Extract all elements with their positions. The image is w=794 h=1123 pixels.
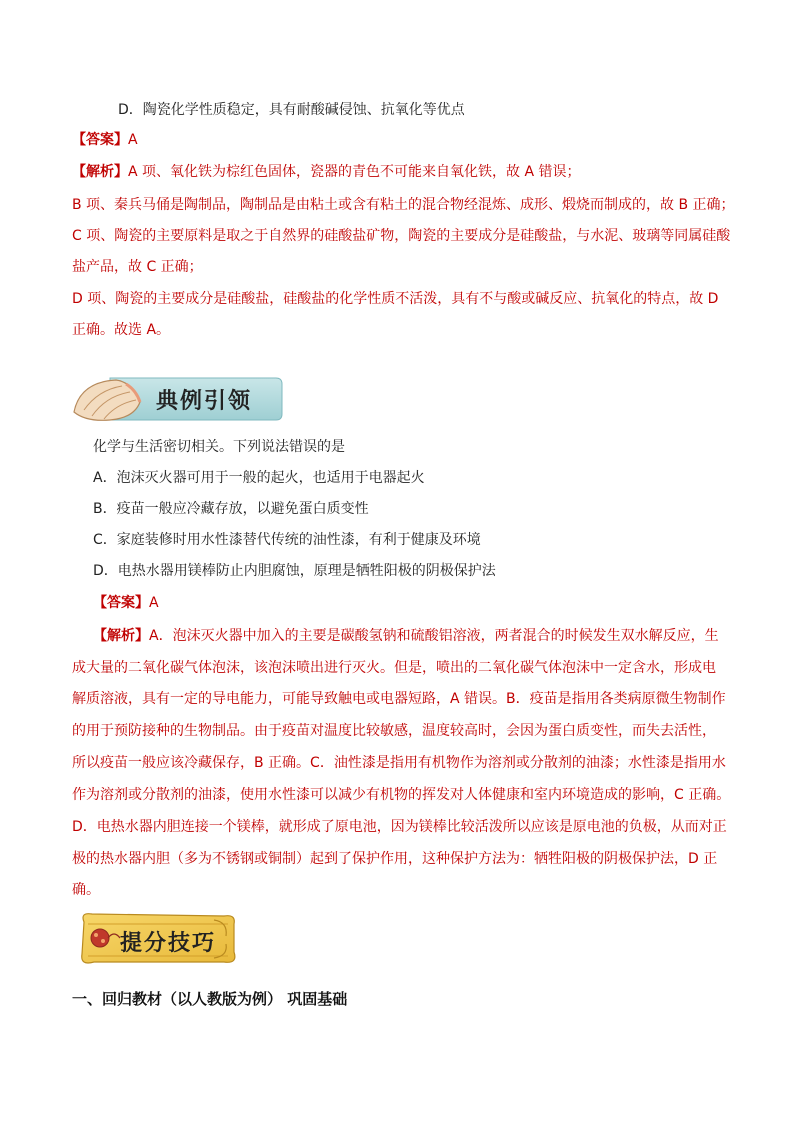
analysis-line-6: 正确。故选 A。 [72, 322, 171, 338]
q2-analysis-line-6: 作为溶剂或分散剂的油漆，使用水性漆可以减少有机物的挥发对人体健康和室内环境造成的影响，C 正确。 [72, 787, 731, 803]
analysis-line-1: 【解析】A 项、氧化铁为棕红色固体，瓷器的青色不可能来自氧化铁，故 A 错误； [72, 164, 581, 180]
banner-dianli-yinling [70, 372, 284, 426]
q2-option-c: C．家庭装修时用水性漆替代传统的油性漆，有利于健康及环境 [93, 532, 481, 548]
q2-option-a: A．泡沫灭火器可用于一般的起火，也适用于电器起火 [93, 470, 425, 486]
q2-analysis-line-5: 所以疫苗一般应该冷藏保存，B 正确。C．油性漆是指用有机物作为溶剂或分散剂的油漆；水性漆是指用水 [72, 755, 726, 771]
q2-analysis-line-4: 的用于预防接种的生物制品。由于疫苗对温度比较敏感，温度较高时，会因为蛋白质变性，而失去活性， [72, 723, 716, 739]
banner-title: 典例引领 [156, 388, 253, 414]
analysis-line-2: B 项、秦兵马俑是陶制品，陶制品是由粘土或含有粘土的混合物经混炼、成形、煅烧而制成的，故 B 正确； [72, 197, 735, 213]
q2-answer-label: 【答案】 [93, 595, 149, 611]
analysis-line-3: C 项、陶瓷的主要原料是取之于自然界的硅酸盐矿物，陶瓷的主要成分是硅酸盐，与水泥、玻璃等同属硅酸 [72, 228, 731, 244]
q2-analysis-label: 【解析】 [93, 628, 149, 644]
q2-option-b: B．疫苗一般应冷藏存放，以避免蛋白质变性 [93, 501, 369, 517]
section-heading: 一、回归教材（以人教版为例） 巩固基础 [72, 990, 348, 1008]
q2-answer-line [93, 593, 159, 613]
q2-analysis-line-1: 【解析】A．泡沫灭火器中加入的主要是碳酸氢钠和硫酸铝溶液，两者混合的时候发生双水解反应，生 [93, 628, 719, 644]
analysis-line-4: 盐产品，故 C 正确； [72, 259, 203, 275]
shell-icon [74, 380, 140, 420]
answer-line [72, 130, 138, 150]
banner-title: 提分技巧 [120, 930, 217, 956]
answer-label: 【答案】 [72, 132, 128, 148]
q2-analysis-line-7: D．电热水器内胆连接一个镁棒，就形成了原电池，因为镁棒比较活泼所以应该是原电池的负极，从而对正 [72, 819, 727, 835]
banner-tifen-jiqiao [74, 908, 242, 970]
q2-analysis-line-3: 解质溶液，具有一定的导电能力，可能导致触电或电器短路，A 错误。B．疫苗是指用各类病原微生物制作 [72, 691, 726, 707]
q2-option-d: D．电热水器用镁棒防止内胆腐蚀，原理是牺牲阳极的阴极保护法 [93, 563, 496, 579]
q2-analysis-line-8: 极的热水器内胆（多为不锈钢或铜制）起到了保护作用，这种保护方法为：牺牲阳极的阴极保护法，D 正 [72, 851, 718, 867]
analysis-line-5: D 项、陶瓷的主要成分是硅酸盐，硅酸盐的化学性质不活泼，具有不与酸或碱反应、抗氧化的特点，故 D [72, 291, 719, 307]
q2-analysis-line-2: 成大量的二氧化碳气体泡沫，该泡沫喷出进行灭火。但是，喷出的二氧化碳气体泡沫中一定含水，形成电 [72, 660, 716, 676]
answer-value: A [128, 132, 138, 148]
option-d: D．陶瓷化学性质稳定，具有耐酸碱侵蚀、抗氧化等优点 [118, 102, 465, 118]
q2-analysis-line-9: 确。 [72, 882, 100, 898]
q2-answer-value: A [149, 595, 159, 611]
analysis-label: 【解析】 [72, 164, 128, 180]
q2-stem: 化学与生活密切相关。下列说法错误的是 [93, 439, 345, 455]
